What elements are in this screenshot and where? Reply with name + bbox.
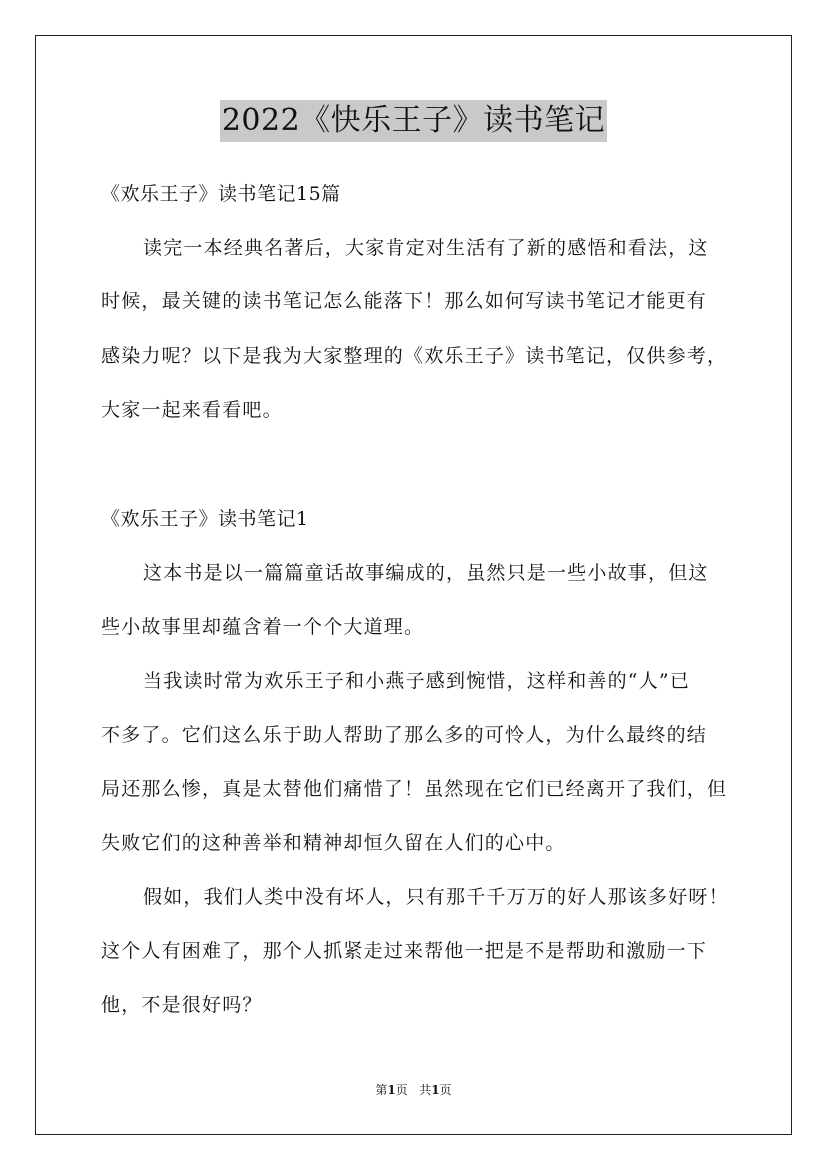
paragraph-line: 些小故事里却蕴含着一个个大道理。	[101, 616, 425, 638]
intro-line: 读完一本经典名著后，大家肯定对生活有了新的感悟和看法，这	[143, 237, 709, 259]
paragraph-line: 当我读时常为欢乐王子和小燕子感到惋惜，这样和善的“人”已	[143, 670, 691, 692]
title-container	[0, 100, 827, 142]
page-number: 1	[387, 1083, 396, 1097]
document-subtitle: 《欢乐王子》读书笔记15篇	[101, 183, 341, 205]
paragraph-line: 失败它们的这种善举和精神却恒久留在人们的心中。	[101, 832, 566, 854]
document-title: 2022《快乐王子》读书笔记	[220, 100, 607, 142]
section-heading: 《欢乐王子》读书笔记1	[101, 508, 309, 530]
paragraph-line: 假如，我们人类中没有坏人，只有那千千万万的好人那该多好呀！	[143, 886, 729, 908]
paragraph-line: 这个人有困难了，那个人抓紧走过来帮他一把是不是帮助和激励一下	[101, 940, 708, 962]
paragraph-line: 不多了。它们这么乐于助人帮助了那么多的可怜人，为什么最终的结	[101, 724, 708, 746]
total-pages: 1	[431, 1083, 440, 1097]
paragraph-line: 局还那么惨，真是太替他们痛惜了！虽然现在它们已经离开了我们，但	[101, 778, 728, 800]
paragraph-line: 这本书是以一篇篇童话故事编成的，虽然只是一些小故事，但这	[143, 562, 709, 584]
page-label-suffix: 页	[395, 1083, 408, 1097]
page-footer	[0, 1082, 827, 1098]
total-label-prefix: 共	[419, 1083, 432, 1097]
intro-line: 大家一起来看看吧。	[101, 399, 283, 421]
intro-line: 时候，最关键的读书笔记怎么能落下！那么如何写读书笔记才能更有	[101, 290, 708, 312]
total-label-suffix: 页	[439, 1083, 452, 1097]
page-label-prefix: 第	[375, 1083, 388, 1097]
paragraph-line: 他，不是很好吗？	[101, 994, 263, 1016]
intro-line: 感染力呢？以下是我为大家整理的《欢乐王子》读书笔记，仅供参考，	[101, 345, 728, 367]
